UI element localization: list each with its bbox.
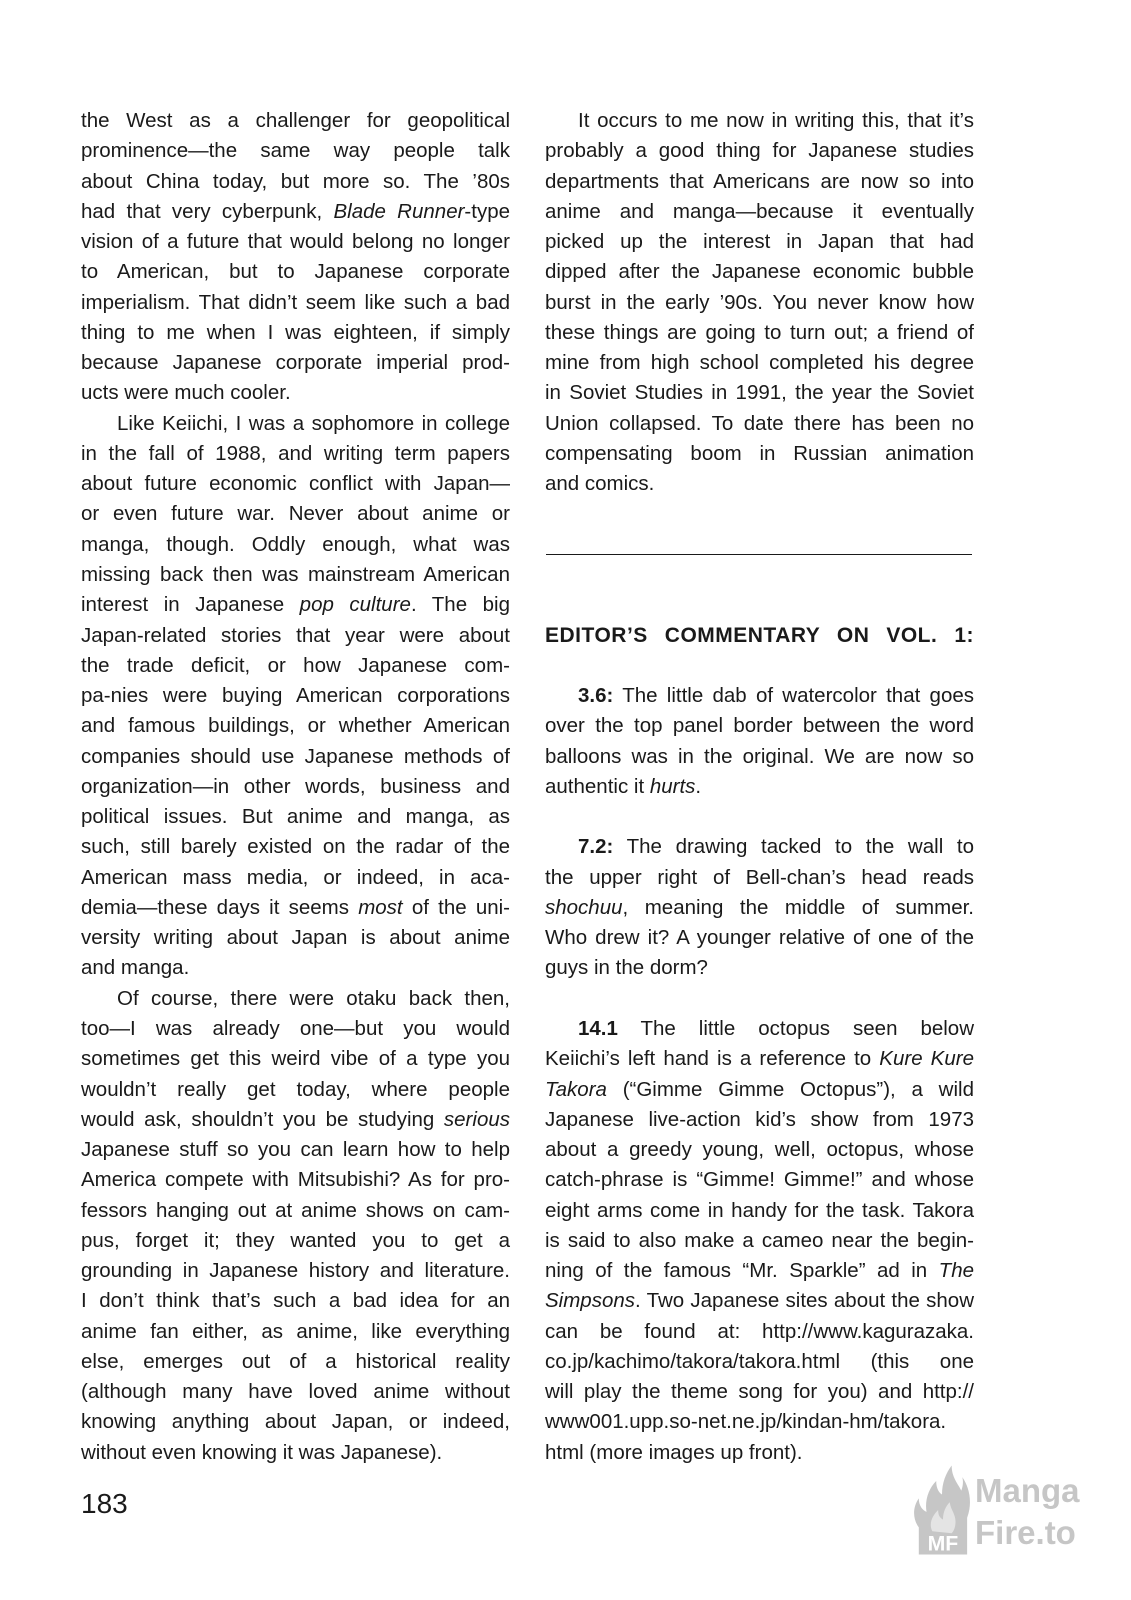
text-line — [81, 651, 510, 681]
text-line — [81, 772, 510, 802]
text-line — [81, 348, 510, 378]
text-run: probably a good thing for Japanese studies — [545, 139, 974, 163]
text-line — [545, 348, 974, 378]
text-run: compensating boom in Russian animation — [545, 441, 974, 465]
italic-text: hurts — [649, 774, 696, 798]
text-line — [81, 106, 510, 136]
right-column — [545, 106, 974, 1468]
text-line — [545, 923, 974, 953]
text-line — [81, 530, 510, 560]
text-run: can be found at: http://www.kagurazaka. — [545, 1319, 974, 1343]
paragraph — [545, 106, 974, 499]
text-run: anime fan either, as anime, like everything — [81, 1319, 510, 1343]
text-line — [81, 499, 510, 529]
text-run: authentic it — [545, 774, 650, 798]
italic-text: Blade Runner — [333, 199, 465, 223]
text-line — [545, 409, 974, 439]
commentary-note — [545, 681, 974, 802]
section-divider — [546, 554, 972, 555]
left-column — [81, 106, 510, 1468]
text-line — [545, 1317, 974, 1347]
text-run: had that very cyberpunk, — [81, 199, 334, 223]
text-line — [81, 681, 510, 711]
paragraph — [81, 984, 510, 1468]
text-run: of the uni- — [402, 895, 510, 919]
italic-text: The — [938, 1259, 974, 1283]
text-line — [81, 832, 510, 862]
divider-spacer — [545, 499, 974, 620]
text-line — [545, 832, 974, 862]
text-line — [545, 1407, 974, 1437]
text-run: The drawing tacked to the wall to — [613, 835, 974, 859]
text-run: guys in the dorm? — [545, 956, 708, 980]
text-run: grounding in Japanese history and literature. — [81, 1259, 510, 1283]
text-run: and famous buildings, or whether American — [81, 714, 510, 738]
text-run: The little dab of watercolor that goes — [613, 684, 974, 708]
text-run: political issues. But anime and manga, as — [81, 805, 510, 829]
text-run: , meaning the middle of summer. — [622, 895, 974, 919]
text-line — [545, 1377, 974, 1407]
text-run: will play the theme song for you) and http:// — [545, 1380, 974, 1404]
text-line — [81, 469, 510, 499]
text-line — [545, 1196, 974, 1226]
text-line — [81, 1317, 510, 1347]
text-line — [81, 621, 510, 651]
text-run: (“Gimme Gimme Octopus”), a wild — [606, 1077, 974, 1101]
text-line — [545, 711, 974, 741]
text-run: without even knowing it was Japanese). — [81, 1440, 443, 1464]
text-line — [81, 1256, 510, 1286]
text-line — [545, 318, 974, 348]
text-line — [81, 1105, 510, 1135]
text-run: eight arms come in handy for the task. Takora — [545, 1198, 974, 1222]
text-line — [545, 681, 974, 711]
text-run: www001.upp.so-net.ne.jp/kindan-hm/takora. — [545, 1410, 947, 1434]
text-line — [545, 1014, 974, 1044]
text-run: pus, forget it; they wanted you to get a — [81, 1228, 510, 1252]
text-run: the upper right of Bell-chan’s head reads — [545, 865, 974, 889]
text-line — [81, 1377, 510, 1407]
text-run: over the top panel border between the word — [545, 714, 974, 738]
text-line — [545, 742, 974, 772]
italic-text: shochuu — [545, 895, 623, 919]
text-line — [81, 197, 510, 227]
text-line — [81, 167, 510, 197]
text-run: Japanese live-action kid’s show from 1973 — [545, 1107, 974, 1131]
text-line — [81, 1407, 510, 1437]
text-run: The little octopus seen below — [617, 1016, 974, 1040]
text-run: prominence—the same way people talk — [81, 139, 510, 163]
text-run: the West as a challenger for geopolitical — [81, 109, 510, 132]
italic-text: Kure Kure — [879, 1047, 974, 1071]
page-number: 183 — [81, 1488, 128, 1519]
text-run: because Japanese corporate imperial prod- — [81, 351, 510, 375]
paragraph — [81, 106, 510, 409]
text-run: Keiichi’s left hand is a reference to — [545, 1047, 880, 1071]
note-label: 14.1 — [578, 1016, 618, 1040]
text-line — [545, 1135, 974, 1165]
text-line — [81, 1135, 510, 1165]
text-run: about a greedy young, well, octopus, whose — [545, 1138, 974, 1162]
watermark-line-manga: Manga — [975, 1472, 1080, 1509]
text-run: vision of a future that would belong no longer — [81, 230, 510, 254]
text-run: or even future war. Never about anime or — [81, 502, 510, 526]
text-run: -type — [464, 199, 510, 223]
text-run: Who drew it? A younger relative of one of the — [545, 926, 974, 950]
text-line — [81, 1196, 510, 1226]
text-run: about China today, but more so. The ’80s — [81, 169, 510, 193]
text-run: these things are going to turn out; a friend of — [545, 320, 974, 344]
text-line — [81, 953, 510, 983]
text-line — [81, 1044, 510, 1074]
text-line — [545, 1286, 974, 1316]
text-line — [545, 106, 974, 136]
text-line — [81, 318, 510, 348]
text-line — [545, 257, 974, 287]
text-run: . Two Japanese sites about the show — [635, 1289, 974, 1313]
text-run: America compete with Mitsubishi? As for pro- — [81, 1168, 510, 1192]
logo-letters: MF — [927, 1531, 959, 1556]
text-line — [545, 1256, 974, 1286]
text-line — [81, 1438, 510, 1468]
text-run: (although many have loved anime without — [81, 1380, 510, 1404]
text-run: fessors hanging out at anime shows on cam- — [81, 1198, 510, 1222]
italic-text: Simpsons — [545, 1289, 636, 1313]
text-line — [81, 409, 510, 439]
text-line — [81, 1347, 510, 1377]
text-line — [81, 288, 510, 318]
text-run: dipped after the Japanese economic bubble — [545, 260, 974, 284]
text-line — [545, 136, 974, 166]
text-run: and comics. — [545, 472, 655, 496]
text-line — [545, 197, 974, 227]
text-line — [81, 1075, 510, 1105]
site-watermark — [975, 1470, 1080, 1554]
commentary-heading: EDITOR’S COMMENTARY ON VOL. 1: — [545, 623, 974, 647]
commentary-note — [545, 1014, 974, 1468]
text-line — [81, 560, 510, 590]
text-run: balloons was in the original. We are now so — [545, 744, 974, 768]
text-run: ucts were much cooler. — [81, 381, 291, 405]
text-run: Like Keiichi, I was a sophomore in college — [117, 411, 510, 435]
text-run: . — [695, 774, 702, 798]
text-run: too—I was already one—but you would — [81, 1016, 510, 1040]
text-line — [545, 1044, 974, 1074]
text-run: departments that Americans are now so into — [545, 169, 974, 193]
text-run: pa-nies were buying American corporations — [81, 684, 510, 708]
text-run: in the fall of 1988, and writing term papers — [81, 441, 510, 465]
text-line — [81, 923, 510, 953]
text-run: thing to me when I was eighteen, if simply — [81, 320, 510, 344]
text-line — [545, 863, 974, 893]
text-line — [81, 1014, 510, 1044]
text-line — [81, 802, 510, 832]
text-line — [545, 469, 974, 499]
text-run: in Soviet Studies in 1991, the year the Soviet — [545, 381, 974, 405]
text-run: . The big — [410, 593, 510, 617]
text-run: and manga. — [81, 956, 190, 980]
italic-text: serious — [443, 1107, 510, 1131]
text-line — [545, 1105, 974, 1135]
text-run: sometimes get this weird vibe of a type you — [81, 1047, 510, 1071]
text-run: interest in Japanese — [81, 593, 300, 617]
watermark-line-fire: Fire.to — [975, 1514, 1076, 1551]
text-line — [81, 893, 510, 923]
text-run: I don’t think that’s such a bad idea for an — [81, 1289, 510, 1313]
text-run: Union collapsed. To date there has been no — [545, 411, 974, 435]
text-line — [81, 257, 510, 287]
text-line — [81, 742, 510, 772]
text-line — [81, 863, 510, 893]
text-run: Japanese stuff so you can learn how to help — [81, 1138, 510, 1162]
text-run: ning of the famous “Mr. Sparkle” ad in — [545, 1259, 939, 1283]
text-line — [545, 953, 974, 983]
text-line — [545, 1165, 974, 1195]
text-run: anime and manga—because it eventually — [545, 199, 974, 223]
text-line — [81, 984, 510, 1014]
text-run: html (more images up front). — [545, 1440, 803, 1464]
text-run: companies should use Japanese methods of — [81, 744, 510, 768]
note-label: 3.6: — [578, 684, 614, 708]
text-run: else, emerges out of a historical reality — [81, 1349, 510, 1373]
text-line — [81, 136, 510, 166]
text-line — [81, 1165, 510, 1195]
italic-text: pop culture — [299, 593, 411, 617]
text-line — [545, 439, 974, 469]
text-line — [545, 772, 974, 802]
text-run: about future economic conflict with Japan— — [81, 472, 510, 496]
text-run: knowing anything about Japan, or indeed, — [81, 1410, 510, 1434]
text-run: such, still barely existed on the radar of the — [81, 835, 510, 859]
text-line — [545, 893, 974, 923]
paragraph — [81, 409, 510, 984]
text-line — [81, 1226, 510, 1256]
text-line — [545, 167, 974, 197]
text-line — [545, 378, 974, 408]
text-run: co.jp/kachimo/takora/takora.html (this one — [545, 1349, 974, 1373]
text-line — [81, 711, 510, 741]
text-line — [81, 439, 510, 469]
text-run: to American, but to Japanese corporate — [81, 260, 510, 284]
text-run: the trade deficit, or how Japanese com- — [81, 653, 510, 677]
text-line — [81, 227, 510, 257]
text-run: mine from high school completed his degree — [545, 351, 974, 375]
text-line — [545, 1438, 974, 1468]
text-run: burst in the early ’90s. You never know how — [545, 290, 974, 314]
text-run: would ask, shouldn’t you be studying — [81, 1107, 444, 1131]
text-run: catch-phrase is “Gimme! Gimme!” and whose — [545, 1168, 974, 1192]
text-run: demia—these days it seems — [81, 895, 359, 919]
flame-logo-icon — [913, 1463, 971, 1557]
text-run: missing back then was mainstream American — [81, 562, 510, 586]
note-label: 7.2: — [578, 835, 614, 859]
commentary-note — [545, 832, 974, 983]
text-line — [545, 1347, 974, 1377]
text-line — [81, 378, 510, 408]
text-line — [81, 1286, 510, 1316]
text-line — [545, 288, 974, 318]
text-run: American mass media, or indeed, in aca- — [81, 865, 510, 889]
text-run: wouldn’t really get today, where people — [81, 1077, 510, 1101]
italic-text: Takora — [545, 1077, 607, 1101]
italic-text: most — [358, 895, 403, 919]
text-run: organization—in other words, business and — [81, 774, 510, 798]
text-run: versity writing about Japan is about anime — [81, 926, 510, 950]
text-line — [81, 590, 510, 620]
text-run: picked up the interest in Japan that had — [545, 230, 974, 254]
text-line — [545, 1226, 974, 1256]
text-run: imperialism. That didn’t seem like such a bad — [81, 290, 510, 314]
text-run: It occurs to me now in writing this, that it’s — [578, 109, 974, 132]
text-line — [545, 227, 974, 257]
text-run: Of course, there were otaku back then, — [117, 986, 510, 1010]
text-run: Japan-related stories that year were about — [81, 623, 510, 647]
text-run: manga, though. Oddly enough, what was — [81, 532, 510, 556]
text-run: is said to also make a cameo near the begin- — [545, 1228, 974, 1252]
text-line — [545, 1075, 974, 1105]
